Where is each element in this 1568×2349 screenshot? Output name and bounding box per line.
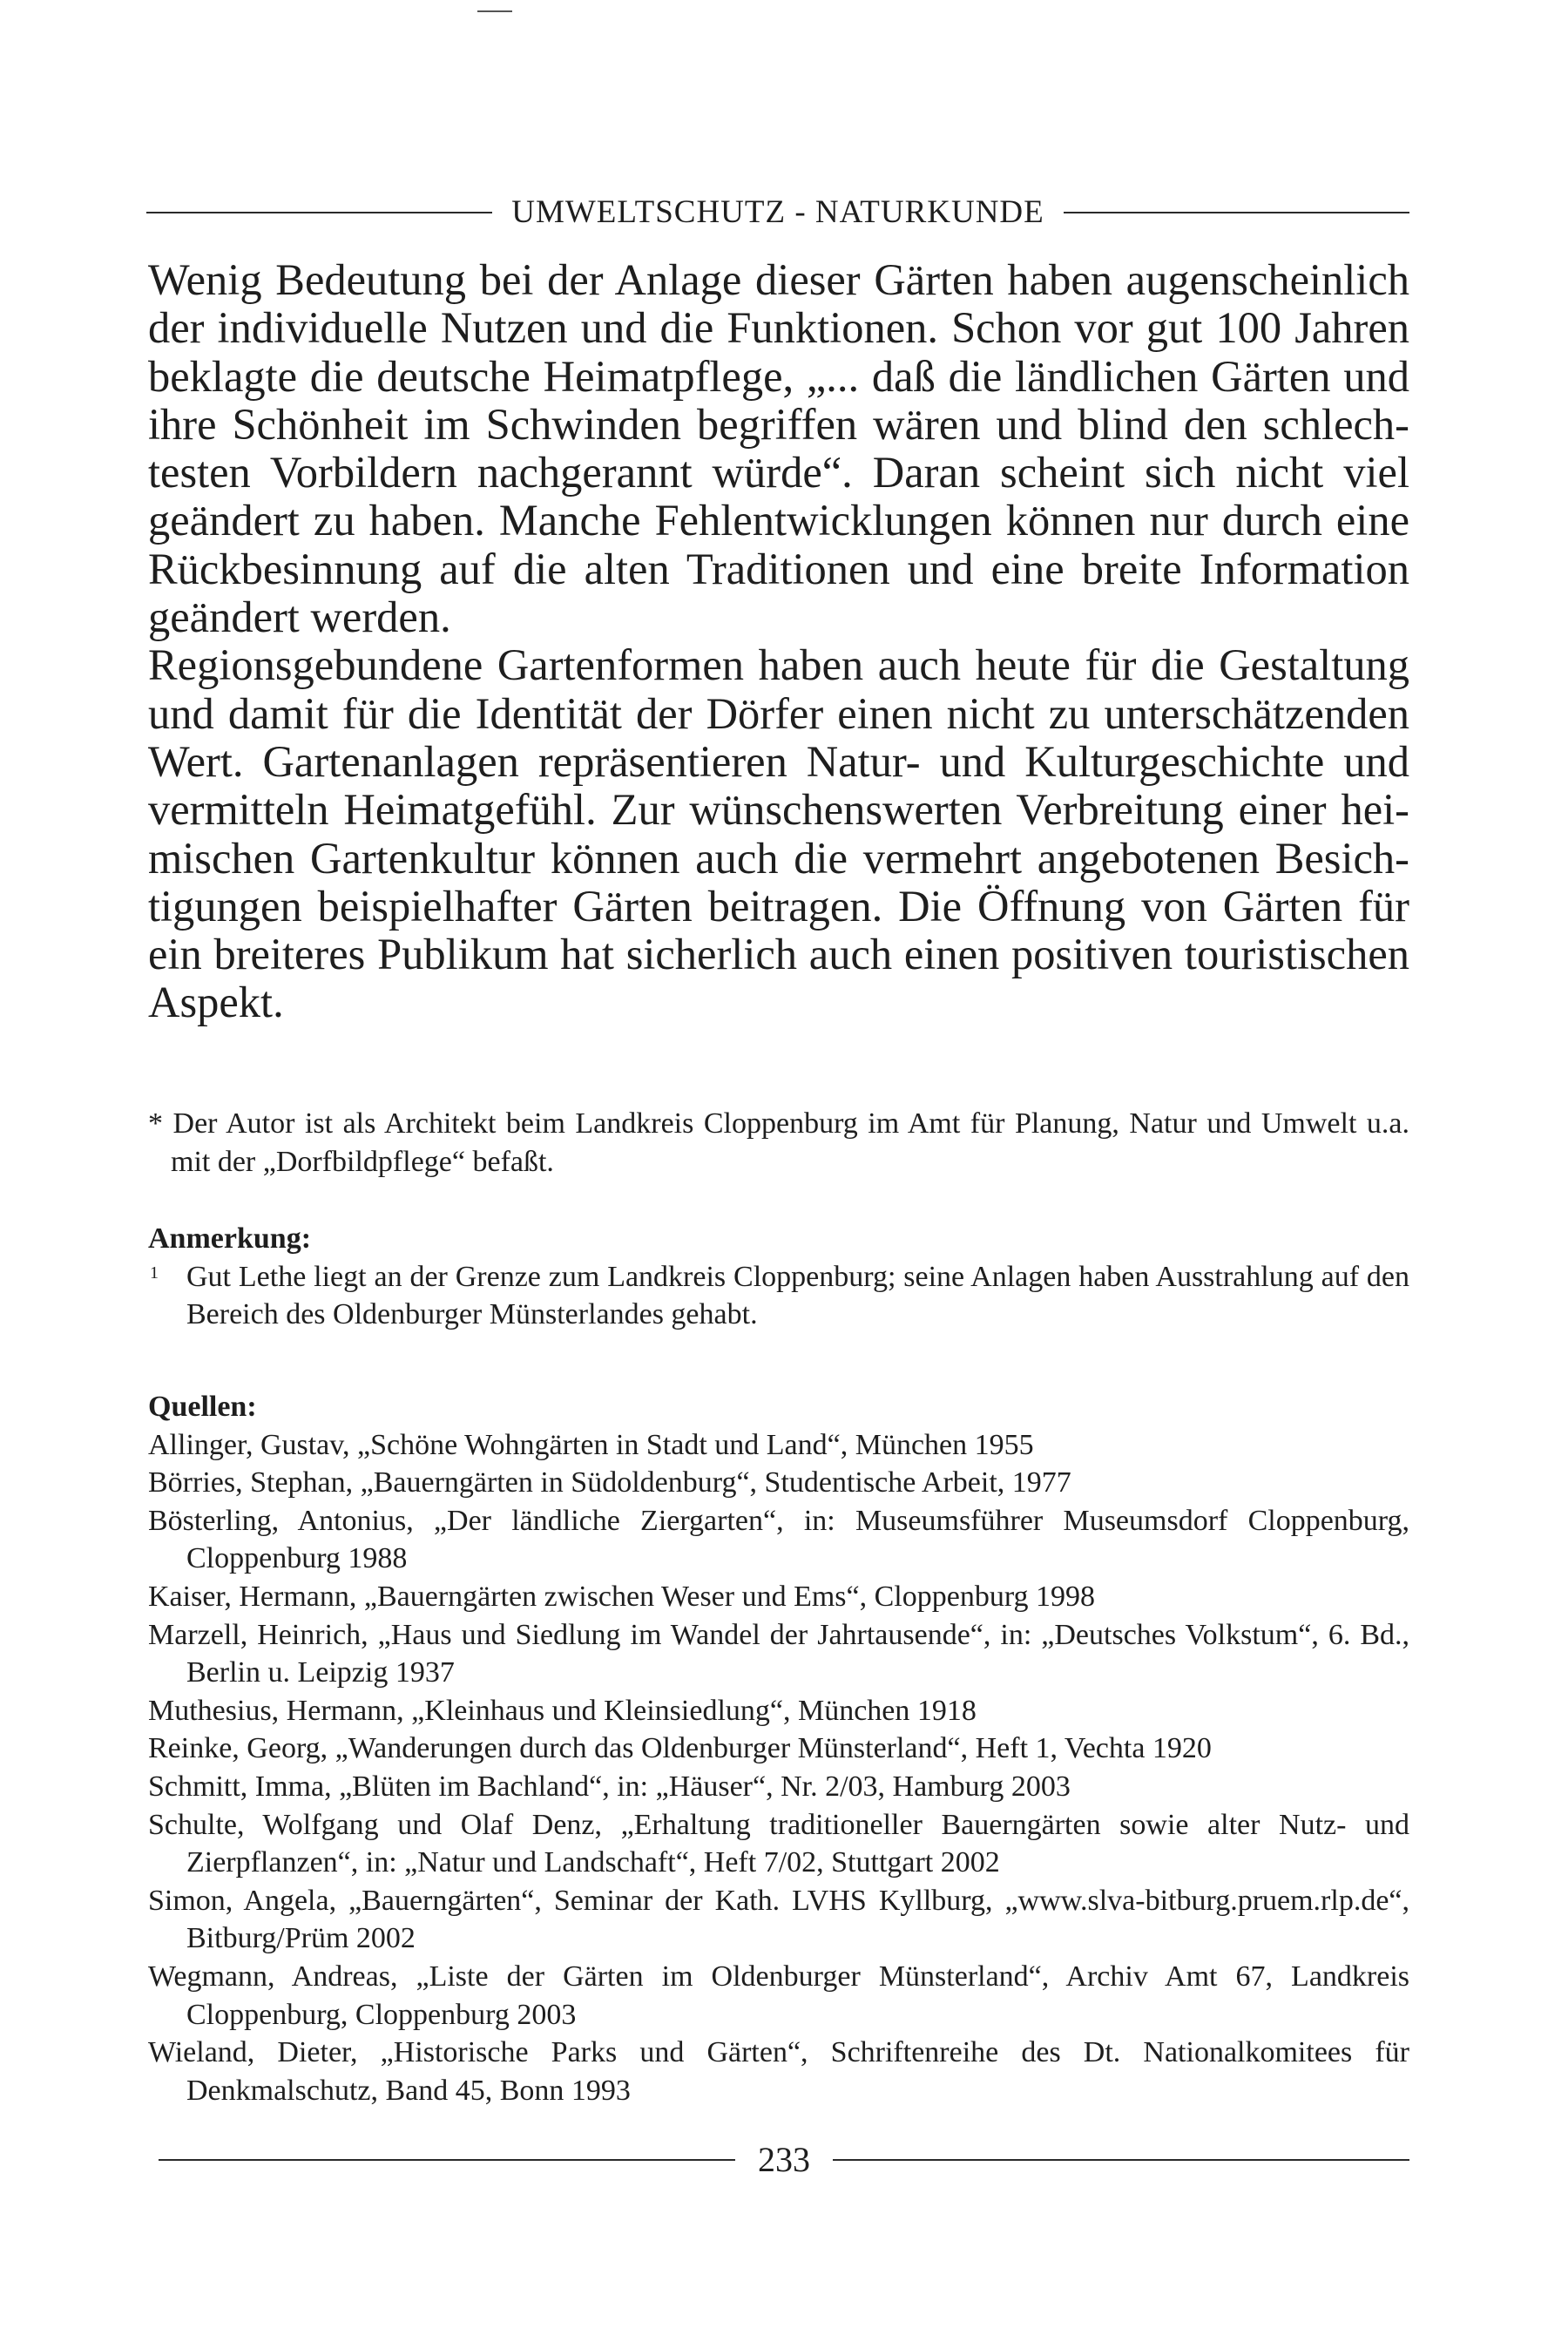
annotation-section: [148, 1220, 1409, 1334]
header-rule-left: [146, 212, 492, 213]
running-header: [146, 193, 1409, 231]
footer-rule-right: [833, 2159, 1409, 2161]
source-entry: Simon, Angela, „Bauerngärten“, Seminar der Kath. LVHS Kyllburg, „www.slva-bitburg.pruem.rlp.de“, Bitburg/Prüm 2002: [148, 1884, 1409, 1955]
sources-section: [148, 1388, 1409, 2109]
source-entry: Schmitt, Imma, „Blüten im Bachland“, in: „Häuser“, Nr. 2/03, Hamburg 2003: [148, 1770, 1071, 1803]
source-entry: Marzell, Heinrich, „Haus und Siedlung im Wandel der Jahrtausende“, in: „Deutsches Volkstum“, 6. Bd., Berlin u. Leipzig 1937: [148, 1618, 1409, 1689]
footer-rule-left: [159, 2159, 735, 2161]
source-entry: Muthesius, Hermann, „Kleinhaus und Kleinsiedlung“, München 1918: [148, 1694, 977, 1727]
body-text: [148, 256, 1409, 1027]
author-footnote: [148, 1105, 1409, 1181]
author-footnote-text: * Der Autor ist als Architekt beim Landkreis Cloppenburg im Amt für Planung, Natur und Umwelt u.a. mit der „Dorfbildpflege“ befaßt.: [148, 1107, 1409, 1178]
source-entry: Börries, Stephan, „Bauerngärten in Südoldenburg“, Studentische Arbeit, 1977: [148, 1466, 1071, 1499]
page-number: 233: [758, 2140, 810, 2179]
top-edge-mark: [477, 10, 512, 12]
running-title: UMWELTSCHUTZ - NATURKUNDE: [511, 194, 1044, 230]
sources-list: [148, 1426, 1409, 2110]
header-rule-right: [1064, 212, 1409, 213]
body-paragraph: Wenig Bedeutung bei der Anlage dieser Gärten haben augenscheinlich der individuelle Nutzen und die Funktionen. Schon vor gut 100 Jahren beklagte die deutsche Heimatpflege, „... daß die ländlichen Gärten und ihre Schönheit im Schwinden begriffen wären und blind den schlechtesten Vorbildern nachgerannt würde“. Daran scheint sich nicht viel geändert zu haben. Manche Fehlentwicklungen können nur durch eine Rückbesinnung auf die alten Traditionen und eine breite Information geändert werden.: [148, 255, 1409, 642]
source-entry: Wieland, Dieter, „Historische Parks und Gärten“, Schriftenreihe des Dt. Nationalkomitees für Denkmalschutz, Band 45, Bonn 1993: [148, 2036, 1409, 2107]
source-entry: Wegmann, Andreas, „Liste der Gärten im Oldenburger Münsterland“, Archiv Amt 67, Landkreis Cloppenburg, Cloppenburg 2003: [148, 1960, 1409, 2031]
page-footer: [159, 2138, 1409, 2182]
annotation-heading: Anmerkung:: [148, 1222, 312, 1255]
body-paragraph: Regionsgebundene Gartenformen haben auch heute für die Gestaltung und damit für die Identität der Dörfer einen nicht zu unterschätzenden Wert. Gartenanlagen repräsentieren Natur- und Kulturgeschichte und vermitteln Heimatgefühl. Zur wünschenswerten Verbreitung einer heimischen Gartenkultur können auch die vermehrt angebotenen Besichtigungen beispielhafter Gärten beitragen. Die Öffnung von Gärten für ein breiteres Publikum hat sicherlich auch einen positiven touristischen Aspekt.: [148, 640, 1409, 1027]
source-entry: Reinke, Georg, „Wanderungen durch das Oldenburger Münsterland“, Heft 1, Vechta 1920: [148, 1732, 1212, 1765]
source-entry: Bösterling, Antonius, „Der ländliche Ziergarten“, in: Museumsführer Museumsdorf Cloppenburg, Cloppenburg 1988: [148, 1504, 1409, 1575]
source-entry: Allinger, Gustav, „Schöne Wohngärten in Stadt und Land“, München 1955: [148, 1428, 1034, 1461]
sources-heading: Quellen:: [148, 1391, 257, 1423]
annotation-number: 1: [150, 1263, 159, 1283]
annotation-text: Gut Lethe liegt an der Grenze zum Landkreis Cloppenburg; seine Anlagen haben Ausstrahlung auf den Bereich des Oldenburger Münsterlandes gehabt.: [186, 1260, 1409, 1331]
source-entry: Kaiser, Hermann, „Bauerngärten zwischen Weser und Ems“, Cloppenburg 1998: [148, 1580, 1096, 1613]
source-entry: Schulte, Wolfgang und Olaf Denz, „Erhaltung traditioneller Bauerngärten sowie alter Nutz- und Zierpflanzen“, in: „Natur und Landschaft“, Heft 7/02, Stuttgart 2002: [148, 1808, 1409, 1879]
annotation-item: [148, 1258, 1409, 1334]
